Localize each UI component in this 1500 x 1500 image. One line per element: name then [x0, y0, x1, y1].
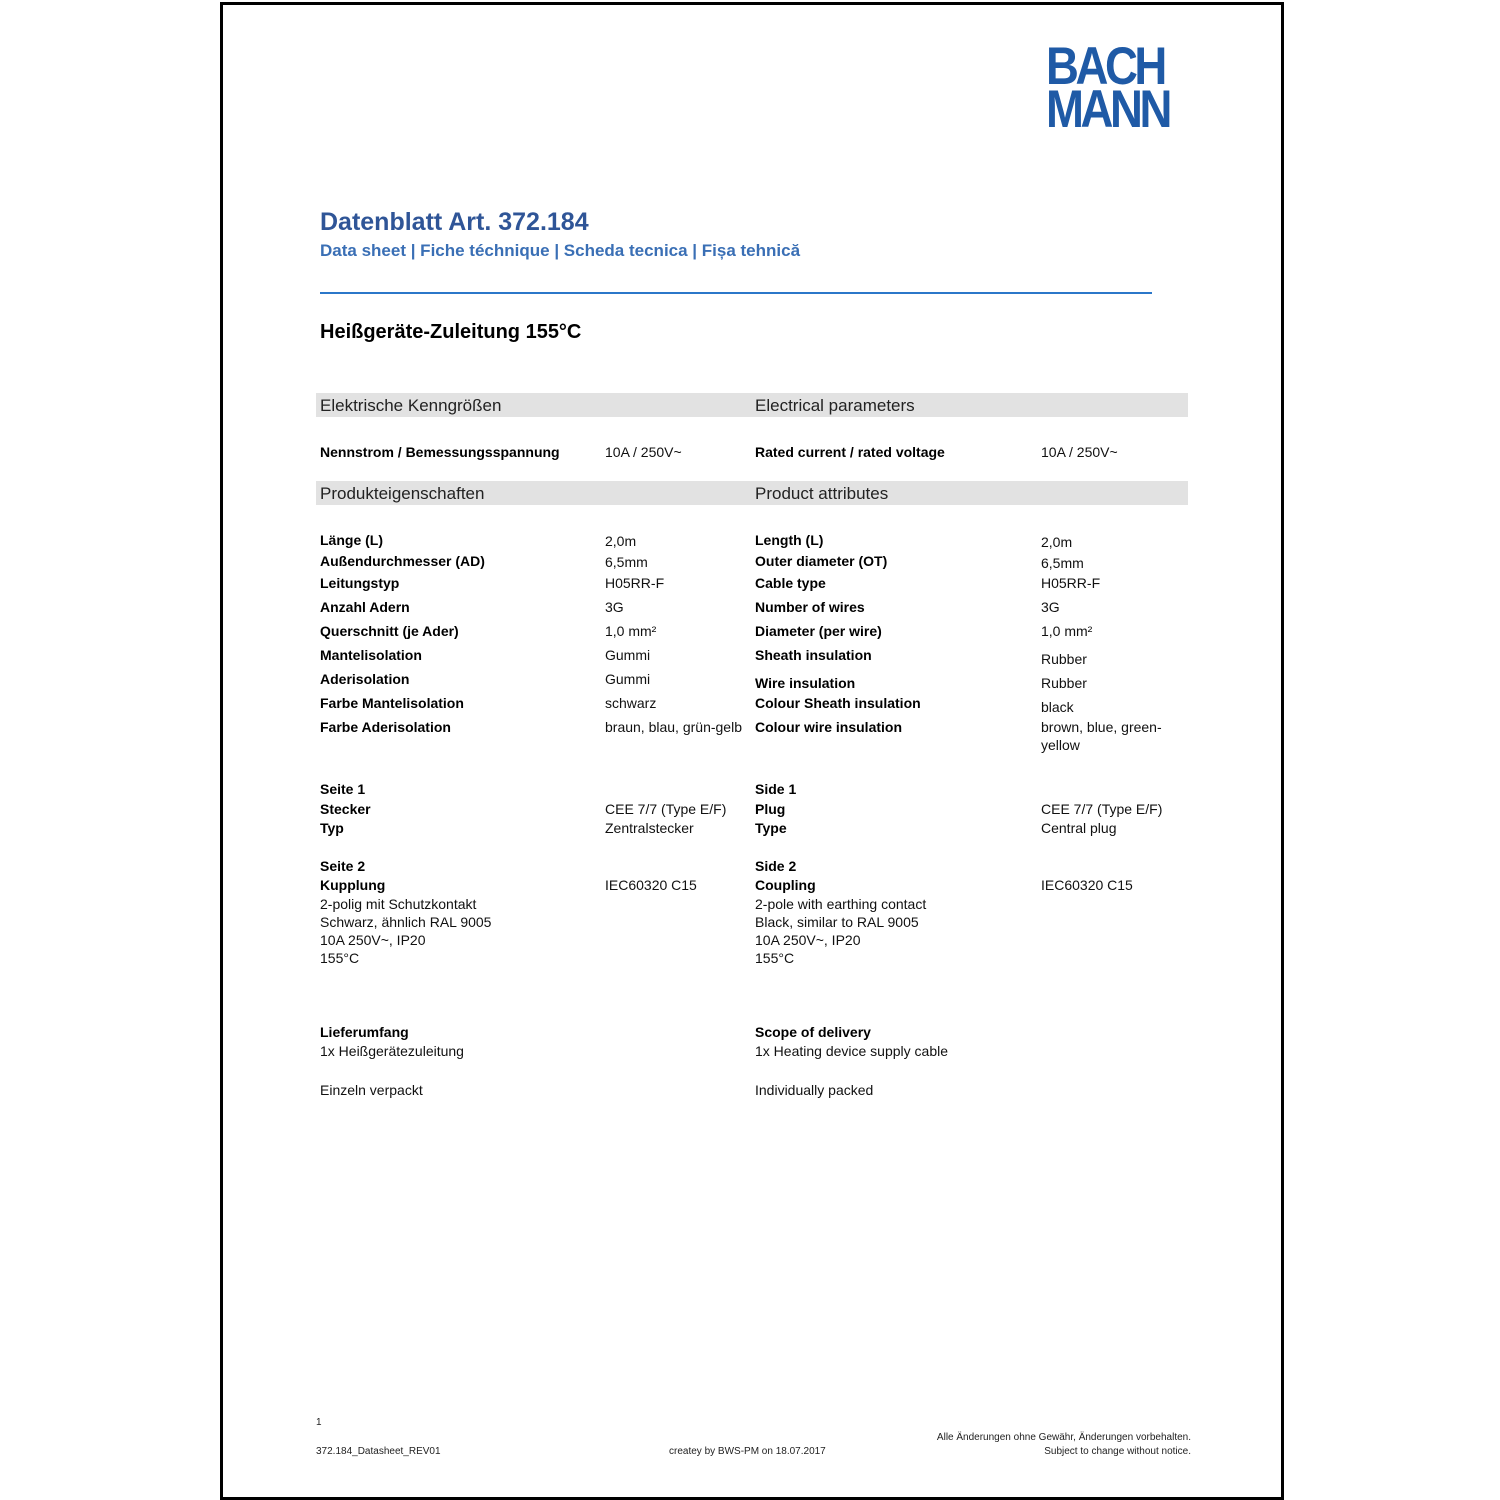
header-divider — [320, 292, 1152, 294]
attr-de-label: Länge (L) — [320, 532, 383, 548]
attr-en-value: 2,0m — [1041, 534, 1073, 550]
bachmann-logo — [1046, 37, 1172, 139]
attr-en-value: H05RR-F — [1041, 575, 1101, 591]
attr-en-value: Rubber — [1041, 675, 1087, 691]
attr-de-value: H05RR-F — [605, 575, 665, 591]
side2-coupling-value-en: IEC60320 C15 — [1041, 877, 1133, 893]
attr-en-value: Rubber — [1041, 651, 1087, 667]
electrical-title-de: Elektrische Kenngrößen — [320, 396, 502, 415]
attr-en-label: Wire insulation — [755, 675, 856, 691]
attr-de-label: Mantelisolation — [320, 647, 422, 663]
attr-de-value: Gummi — [605, 671, 651, 687]
side1-plug-label-en: Plug — [755, 801, 786, 817]
side1-heading-en: Side 1 — [755, 781, 797, 797]
datasheet-page — [220, 2, 1284, 1500]
rated-value-de: 10A / 250V~ — [605, 444, 682, 460]
attributes-title-de: Produkteigenschaften — [320, 484, 485, 503]
document-id: 372.184_Datasheet_REV01 — [316, 1446, 441, 1457]
attr-en-label: Diameter (per wire) — [755, 623, 882, 639]
product-name: Heißgeräte-Zuleitung 155°C — [320, 321, 582, 343]
delivery-packing-en: Individually packed — [755, 1082, 874, 1098]
page-number: 1 — [316, 1417, 322, 1428]
attr-en-value-continued: yellow — [1041, 737, 1080, 753]
attr-de-value: 2,0m — [605, 533, 637, 549]
attr-en-value: 6,5mm — [1041, 555, 1084, 571]
attr-de-value: 3G — [605, 599, 624, 615]
attributes-title-en: Product attributes — [755, 484, 889, 503]
attr-de-value: Gummi — [605, 647, 651, 663]
side1-type-label-de: Typ — [320, 820, 344, 836]
side2-detail-de: Schwarz, ähnlich RAL 9005 — [320, 914, 492, 930]
delivery-item-en: 1x Heating device supply cable — [755, 1043, 949, 1059]
delivery-packing-de: Einzeln verpackt — [320, 1082, 423, 1098]
attr-de-value: braun, blau, grün-gelb — [605, 719, 742, 735]
attr-de-label: Anzahl Adern — [320, 599, 410, 615]
attr-de-label: Farbe Aderisolation — [320, 719, 451, 735]
side2-detail-en: 2-pole with earthing contact — [755, 896, 927, 912]
side2-detail-de: 155°C — [320, 950, 360, 966]
delivery-heading-en: Scope of delivery — [755, 1024, 871, 1040]
rated-label-en: Rated current / rated voltage — [755, 444, 945, 460]
page-subtitle: Data sheet | Fiche téchnique | Scheda tecnica | Fișa tehnică — [320, 241, 801, 260]
side2-heading-de: Seite 2 — [320, 858, 366, 874]
attr-en-value: black — [1041, 699, 1074, 715]
attr-de-label: Aderisolation — [320, 671, 410, 687]
attr-en-label: Outer diameter (OT) — [755, 553, 888, 569]
side1-plug-label-de: Stecker — [320, 801, 371, 817]
attr-en-value: 3G — [1041, 599, 1060, 615]
attr-de-label: Leitungstyp — [320, 575, 400, 591]
page-title: Datenblatt Art. 372.184 — [320, 208, 589, 236]
delivery-item-de: 1x Heißgerätezuleitung — [320, 1043, 464, 1059]
attr-en-label: Length (L) — [755, 532, 824, 548]
attr-de-label: Farbe Mantelisolation — [320, 695, 464, 711]
side2-coupling-label-en: Coupling — [755, 877, 816, 893]
attr-de-label: Außendurchmesser (AD) — [320, 553, 485, 569]
side2-coupling-value-de: IEC60320 C15 — [605, 877, 697, 893]
side2-detail-de: 2-polig mit Schutzkontakt — [320, 896, 477, 912]
attr-en-value: 1,0 mm² — [1041, 623, 1093, 639]
attr-en-value: brown, blue, green- — [1041, 719, 1162, 735]
rated-label-de: Nennstrom / Bemessungsspannung — [320, 444, 560, 460]
side1-type-value-de: Zentralstecker — [605, 820, 694, 836]
side1-plug-value-en: CEE 7/7 (Type E/F) — [1041, 801, 1163, 817]
logo-line-2: MANN — [1046, 80, 1169, 139]
delivery-heading-de: Lieferumfang — [320, 1024, 409, 1040]
side2-detail-en: 155°C — [755, 950, 795, 966]
side1-type-value-en: Central plug — [1041, 820, 1117, 836]
attr-en-label: Colour Sheath insulation — [755, 695, 921, 711]
disclaimer-de: Alle Änderungen ohne Gewähr, Änderungen vorbehalten. — [936, 1432, 1191, 1443]
side2-detail-de: 10A 250V~, IP20 — [320, 932, 426, 948]
attr-en-label: Number of wires — [755, 599, 865, 615]
attr-de-value: 6,5mm — [605, 554, 648, 570]
side1-heading-de: Seite 1 — [320, 781, 366, 797]
attr-en-label: Cable type — [755, 575, 826, 591]
side2-coupling-label-de: Kupplung — [320, 877, 386, 893]
attr-de-value: 1,0 mm² — [605, 623, 657, 639]
attr-en-label: Sheath insulation — [755, 647, 872, 663]
attr-de-value: schwarz — [605, 695, 657, 711]
side2-heading-en: Side 2 — [755, 858, 797, 874]
creation-note: createy by BWS-PM on 18.07.2017 — [669, 1446, 826, 1457]
disclaimer-en: Subject to change without notice. — [1044, 1446, 1191, 1457]
side1-plug-value-de: CEE 7/7 (Type E/F) — [605, 801, 727, 817]
attr-de-label: Querschnitt (je Ader) — [320, 623, 459, 639]
logo-line-1: BACH — [1046, 37, 1164, 96]
attr-en-label: Colour wire insulation — [755, 719, 903, 735]
side2-detail-en: 10A 250V~, IP20 — [755, 932, 861, 948]
side1-type-label-en: Type — [755, 820, 787, 836]
rated-value-en: 10A / 250V~ — [1041, 444, 1118, 460]
electrical-title-en: Electrical parameters — [755, 396, 915, 415]
side2-detail-en: Black, similar to RAL 9005 — [755, 914, 919, 930]
